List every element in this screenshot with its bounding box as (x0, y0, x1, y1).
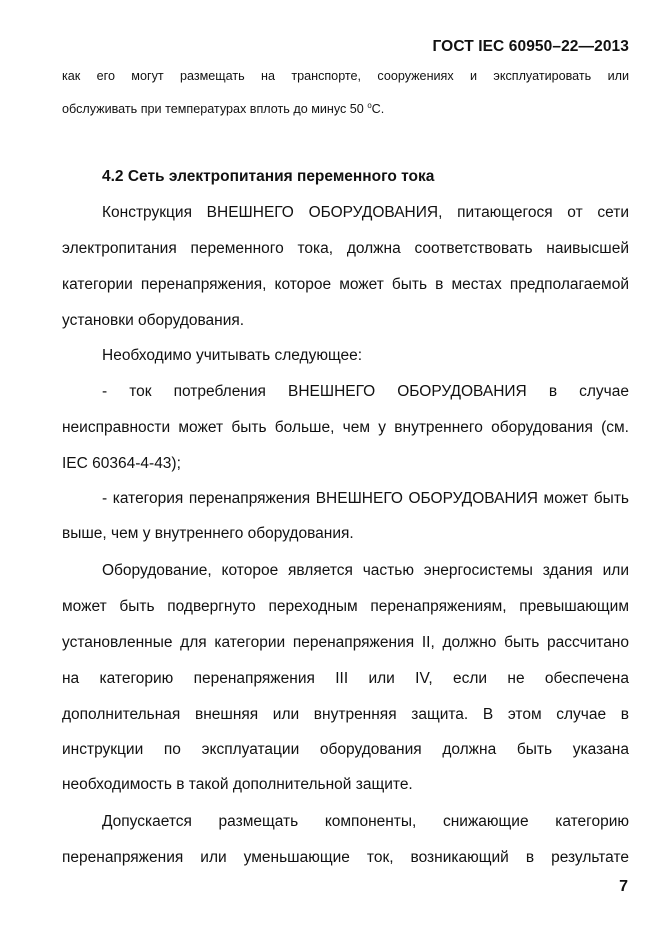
degree-symbol: о (367, 100, 372, 110)
paragraph-line: категории перенапряжения, которое может быть в местах предполагаемой (62, 276, 629, 293)
paragraph-line: дополнительная внешняя или внутренняя защита. В этом случае в (62, 706, 629, 723)
paragraph-line: на категорию перенапряжения III или IV, если не обеспечена (62, 670, 629, 687)
paragraph-line: установленные для категории перенапряжения II, должно быть рассчитано (62, 634, 629, 651)
paragraph-line: Допускается размещать компоненты, снижающие категорию (102, 813, 629, 830)
paragraph-line: может быть подвергнуто переходным перенапряжениям, превышающим (62, 598, 629, 615)
paragraph-line: перенапряжения или уменьшающие ток, возникающий в результате (62, 849, 629, 866)
paragraph-line: электропитания переменного тока, должна соответствовать наивысшей (62, 240, 629, 257)
intro-line-unit: С. (371, 102, 385, 116)
list-item-line: - категория перенапряжения ВНЕШНЕГО ОБОРУДОВАНИЯ может быть (102, 490, 629, 507)
list-item-line: - ток потребления ВНЕШНЕГО ОБОРУДОВАНИЯ в случае (102, 383, 629, 400)
paragraph-line: необходимость в такой дополнительной защите. (62, 776, 413, 793)
document-header-id: ГОСТ IEC 60950–22—2013 (432, 38, 629, 55)
paragraph-line: Оборудование, которое является частью энергосистемы здания или (102, 562, 629, 579)
intro-line (62, 102, 629, 116)
list-item-line: IEC 60364-4-43); (62, 455, 181, 472)
intro-line-text: обслуживать при температурах вплоть до минус 50 (62, 102, 368, 116)
paragraph-line: инструкции по эксплуатации оборудования должна быть указана (62, 741, 629, 758)
intro-line: как его могут размещать на транспорте, сооружениях и эксплуатировать или (62, 69, 629, 83)
page-number: 7 (619, 878, 628, 895)
paragraph-line: Конструкция ВНЕШНЕГО ОБОРУДОВАНИЯ, питающегося от сети (102, 204, 629, 221)
list-item-line: неисправности может быть больше, чем у внутреннего оборудования (см. (62, 419, 629, 436)
section-heading: 4.2 Сеть электропитания переменного тока (102, 168, 435, 185)
paragraph-line: Необходимо учитывать следующее: (102, 347, 363, 364)
list-item-line: выше, чем у внутреннего оборудования. (62, 525, 354, 542)
paragraph-line: установки оборудования. (62, 312, 245, 329)
